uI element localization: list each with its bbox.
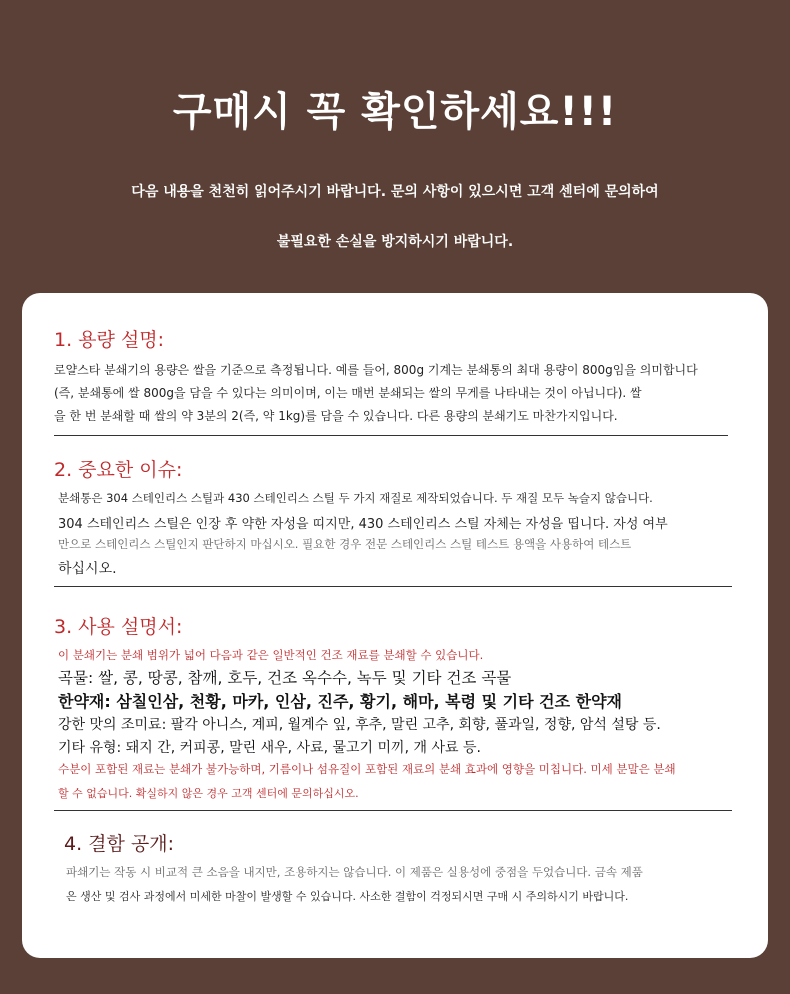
section-4-line: 파쇄기는 작동 시 비교적 큰 소음을 내지만, 조용하지는 않습니다. 이 제품은 실용성에 중점을 두었습니다. 금속 제품 bbox=[66, 865, 643, 879]
section-3-warning: 할 수 없습니다. 확실하지 않은 경우 고객 센터에 문의하십시오. bbox=[58, 787, 359, 800]
section-4-title: 4. 결함 공개: bbox=[64, 833, 175, 855]
section-2-title: 2. 중요한 이슈: bbox=[54, 459, 183, 481]
section-1-title: 1. 용량 설명: bbox=[54, 329, 165, 351]
section-3-title: 3. 사용 설명서: bbox=[54, 616, 183, 638]
section-1-line: 을 한 번 분쇄할 때 쌀의 약 3분의 2(즉, 약 1kg)를 담을 수 있습니다. 다른 용량의 분쇄기도 마찬가지입니다. bbox=[54, 409, 618, 423]
section-2-line: 하십시오. bbox=[58, 561, 117, 577]
notice-card bbox=[22, 293, 768, 958]
section-3-others: 기타 유형: 돼지 간, 커피콩, 말린 새우, 사료, 물고기 미끼, 개 사료 등. bbox=[58, 740, 481, 756]
divider bbox=[54, 810, 732, 811]
header-banner bbox=[0, 0, 790, 290]
section-3-warning: 수분이 포함된 재료는 분쇄가 불가능하며, 기름이나 섬유질이 포함된 재료의 분쇄 효과에 영향을 미칩니다. 미세 분말은 분쇄 bbox=[58, 762, 676, 776]
divider bbox=[54, 435, 728, 436]
section-3-herbs: 한약재: 삼칠인삼, 천황, 마카, 인삼, 진주, 황기, 해마, 복령 및 기타 건조 한약재 bbox=[58, 692, 623, 711]
section-3-intro: 이 분쇄기는 분쇄 범위가 넓어 다음과 같은 일반적인 건조 재료를 분쇄할 수 있습니다. bbox=[58, 648, 484, 662]
section-2-line: 304 스테인리스 스틸은 인장 후 약한 자성을 띠지만, 430 스테인리스 스틸 자체는 자성을 띱니다. 자성 여부 bbox=[58, 517, 668, 532]
page-title: 구매시 꼭 확인하세요!!! bbox=[172, 89, 618, 135]
section-4-line: 은 생산 및 검사 과정에서 미세한 마찰이 발생할 수 있습니다. 사소한 결함이 걱정되시면 구매 시 주의하시기 바랍니다. bbox=[66, 890, 629, 903]
divider bbox=[54, 586, 732, 587]
section-3-grains: 곡물: 쌀, 콩, 땅콩, 참깨, 호두, 건조 옥수수, 녹두 및 기타 건조 곡물 bbox=[58, 669, 512, 687]
section-2-line: 만으로 스테인리스 스틸인지 판단하지 마십시오. 필요한 경우 전문 스테인리스 스틸 테스트 용액을 사용하여 테스트 bbox=[58, 537, 632, 551]
section-2-line: 분쇄통은 304 스테인리스 스틸과 430 스테인리스 스틸 두 가지 재질로 제작되었습니다. 두 재질 모두 녹슬지 않습니다. bbox=[58, 491, 653, 505]
subtitle-line-1: 다음 내용을 천천히 읽어주시기 바랍니다. 문의 사항이 있으시면 고객 센터에 문의하여 bbox=[131, 184, 659, 200]
section-1-line: 로얄스타 분쇄기의 용량은 쌀을 기준으로 측정됩니다. 예를 들어, 800g 기계는 분쇄통의 최대 용량이 800g임을 의미합니다 bbox=[54, 363, 698, 377]
section-3-spices: 강한 맛의 조미료: 팔각 아니스, 계피, 월계수 잎, 후추, 말린 고추, 회향, 풀과일, 정향, 암석 설탕 등. bbox=[58, 717, 661, 733]
subtitle-line-2: 불필요한 손실을 방지하시기 바랍니다. bbox=[276, 234, 514, 250]
section-1-line: (즉, 분쇄통에 쌀 800g을 담을 수 있다는 의미이며, 이는 매번 분쇄되는 쌀의 무게를 나타내는 것이 아닙니다). 쌀 bbox=[54, 386, 642, 400]
